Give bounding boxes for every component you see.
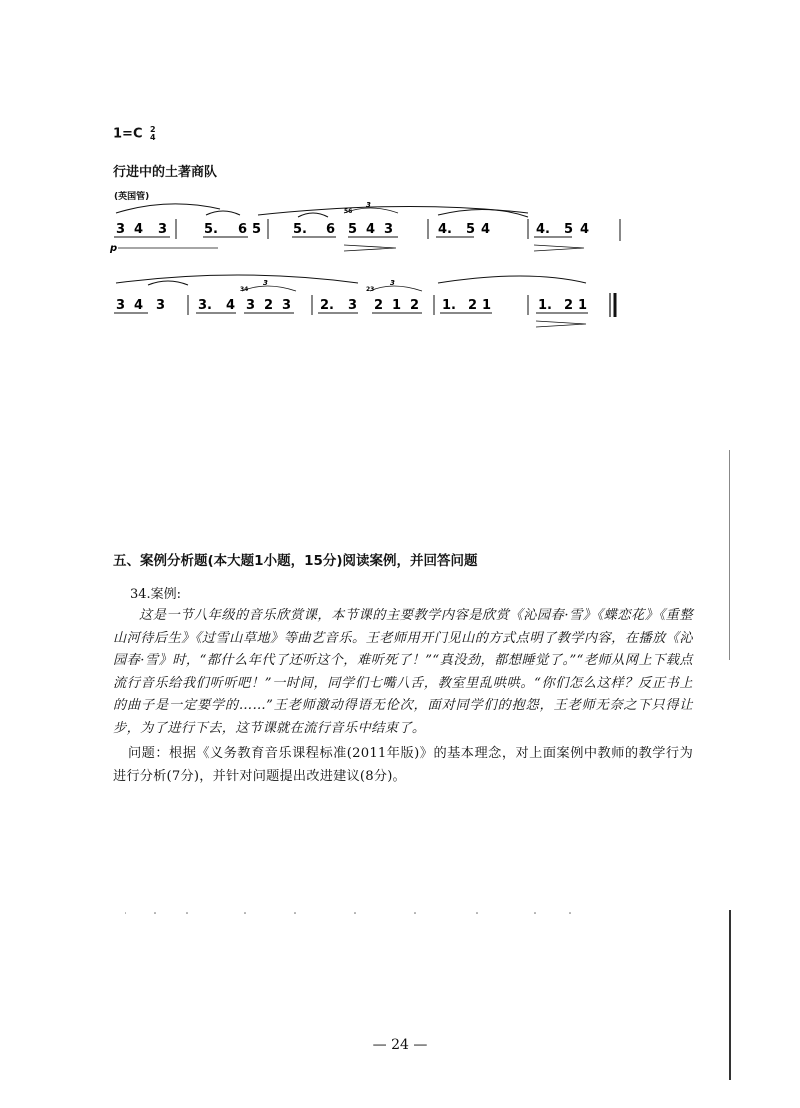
- dynamic-mark: p: [110, 243, 118, 254]
- note: 6: [238, 222, 248, 237]
- triplet-mark: 3: [390, 279, 395, 287]
- note: 3: [116, 222, 126, 237]
- note: 3: [384, 222, 394, 237]
- note: 4: [134, 298, 144, 313]
- note: 1.: [538, 298, 552, 313]
- note: 2: [410, 298, 420, 313]
- note: 2: [468, 298, 478, 313]
- note: 3: [282, 298, 292, 313]
- jianpu-score: [108, 195, 648, 345]
- scan-edge-line: [729, 910, 731, 1080]
- grace-note: 56: [344, 208, 353, 215]
- score-row-2: [114, 275, 615, 327]
- page-number: — 24 —: [372, 1037, 428, 1053]
- grace-note: 23: [366, 286, 375, 293]
- note: 1: [482, 298, 492, 313]
- note: 5: [252, 222, 262, 237]
- scan-edge-line: [729, 450, 730, 660]
- note: 3.: [198, 298, 212, 313]
- grace-note: 34: [240, 286, 249, 293]
- note: 2.: [320, 298, 334, 313]
- piece-title: 行进中的土著商队: [113, 165, 218, 180]
- key-signature-text: 1=C: [113, 126, 143, 142]
- note: 4: [580, 222, 590, 237]
- case-paragraph: 这是一节八年级的音乐欣赏课，本节课的主要教学内容是欣赏《沁园春·雪》《蝶恋花》《重整山河待后生》《过雪山草地》等曲艺音乐。王老师用开门见山的方式点明了教学内容，在播放《沁园春·雪》时，“都什么年代了还听这个，难听死了！”“真没劲，都想睡觉了。”“老师从网上下载点流行音乐给我们听听吧！”一时间，同学们七嘴八舌，教室里乱哄哄。“你们怎么这样？反正书上的曲子是一定要学的……”王老师激动得语无伦次，面对同学们的抱怨，王老师无奈之下只得让步，为了进行下去，这节课就在流行音乐中结束了。: [113, 608, 693, 736]
- case-label: 34.案例:: [130, 587, 182, 602]
- note: 1: [392, 298, 402, 313]
- note: 4.: [438, 222, 452, 237]
- note: 4: [481, 222, 491, 237]
- note: 3: [158, 222, 168, 237]
- note: 4: [226, 298, 236, 313]
- note: 5: [564, 222, 574, 237]
- note: 3: [156, 298, 166, 313]
- question-paragraph: 问题：根据《义务教育音乐课程标准(2011年版)》的基本理念，对上面案例中教师的教学行为进行分析(7分)，并针对问题提出改进建议(8分)。: [113, 746, 693, 784]
- note: 5: [466, 222, 476, 237]
- score-row-1: [109, 201, 620, 254]
- time-signature: 2 4: [150, 125, 156, 142]
- triplet-mark: 3: [263, 279, 268, 287]
- note: 5.: [293, 222, 307, 237]
- triplet-mark: 3: [366, 201, 371, 209]
- section-title: 五、案例分析题(本大题1小题，15分)阅读案例，并回答问题: [113, 553, 478, 569]
- key-signature: [113, 126, 156, 142]
- note: 4: [366, 222, 376, 237]
- note: 2: [374, 298, 384, 313]
- note: 4: [134, 222, 144, 237]
- note: 1: [578, 298, 588, 313]
- note: 3: [246, 298, 256, 313]
- note: 2: [264, 298, 274, 313]
- note: 3: [116, 298, 126, 313]
- note: 2: [564, 298, 574, 313]
- note: 3: [348, 298, 358, 313]
- instrument-label: (英国管): [114, 192, 150, 202]
- note: 5: [348, 222, 358, 237]
- scan-dots: [125, 910, 595, 916]
- note: 4.: [536, 222, 550, 237]
- note: 6: [326, 222, 336, 237]
- note: 5.: [204, 222, 218, 237]
- note: 1.: [442, 298, 456, 313]
